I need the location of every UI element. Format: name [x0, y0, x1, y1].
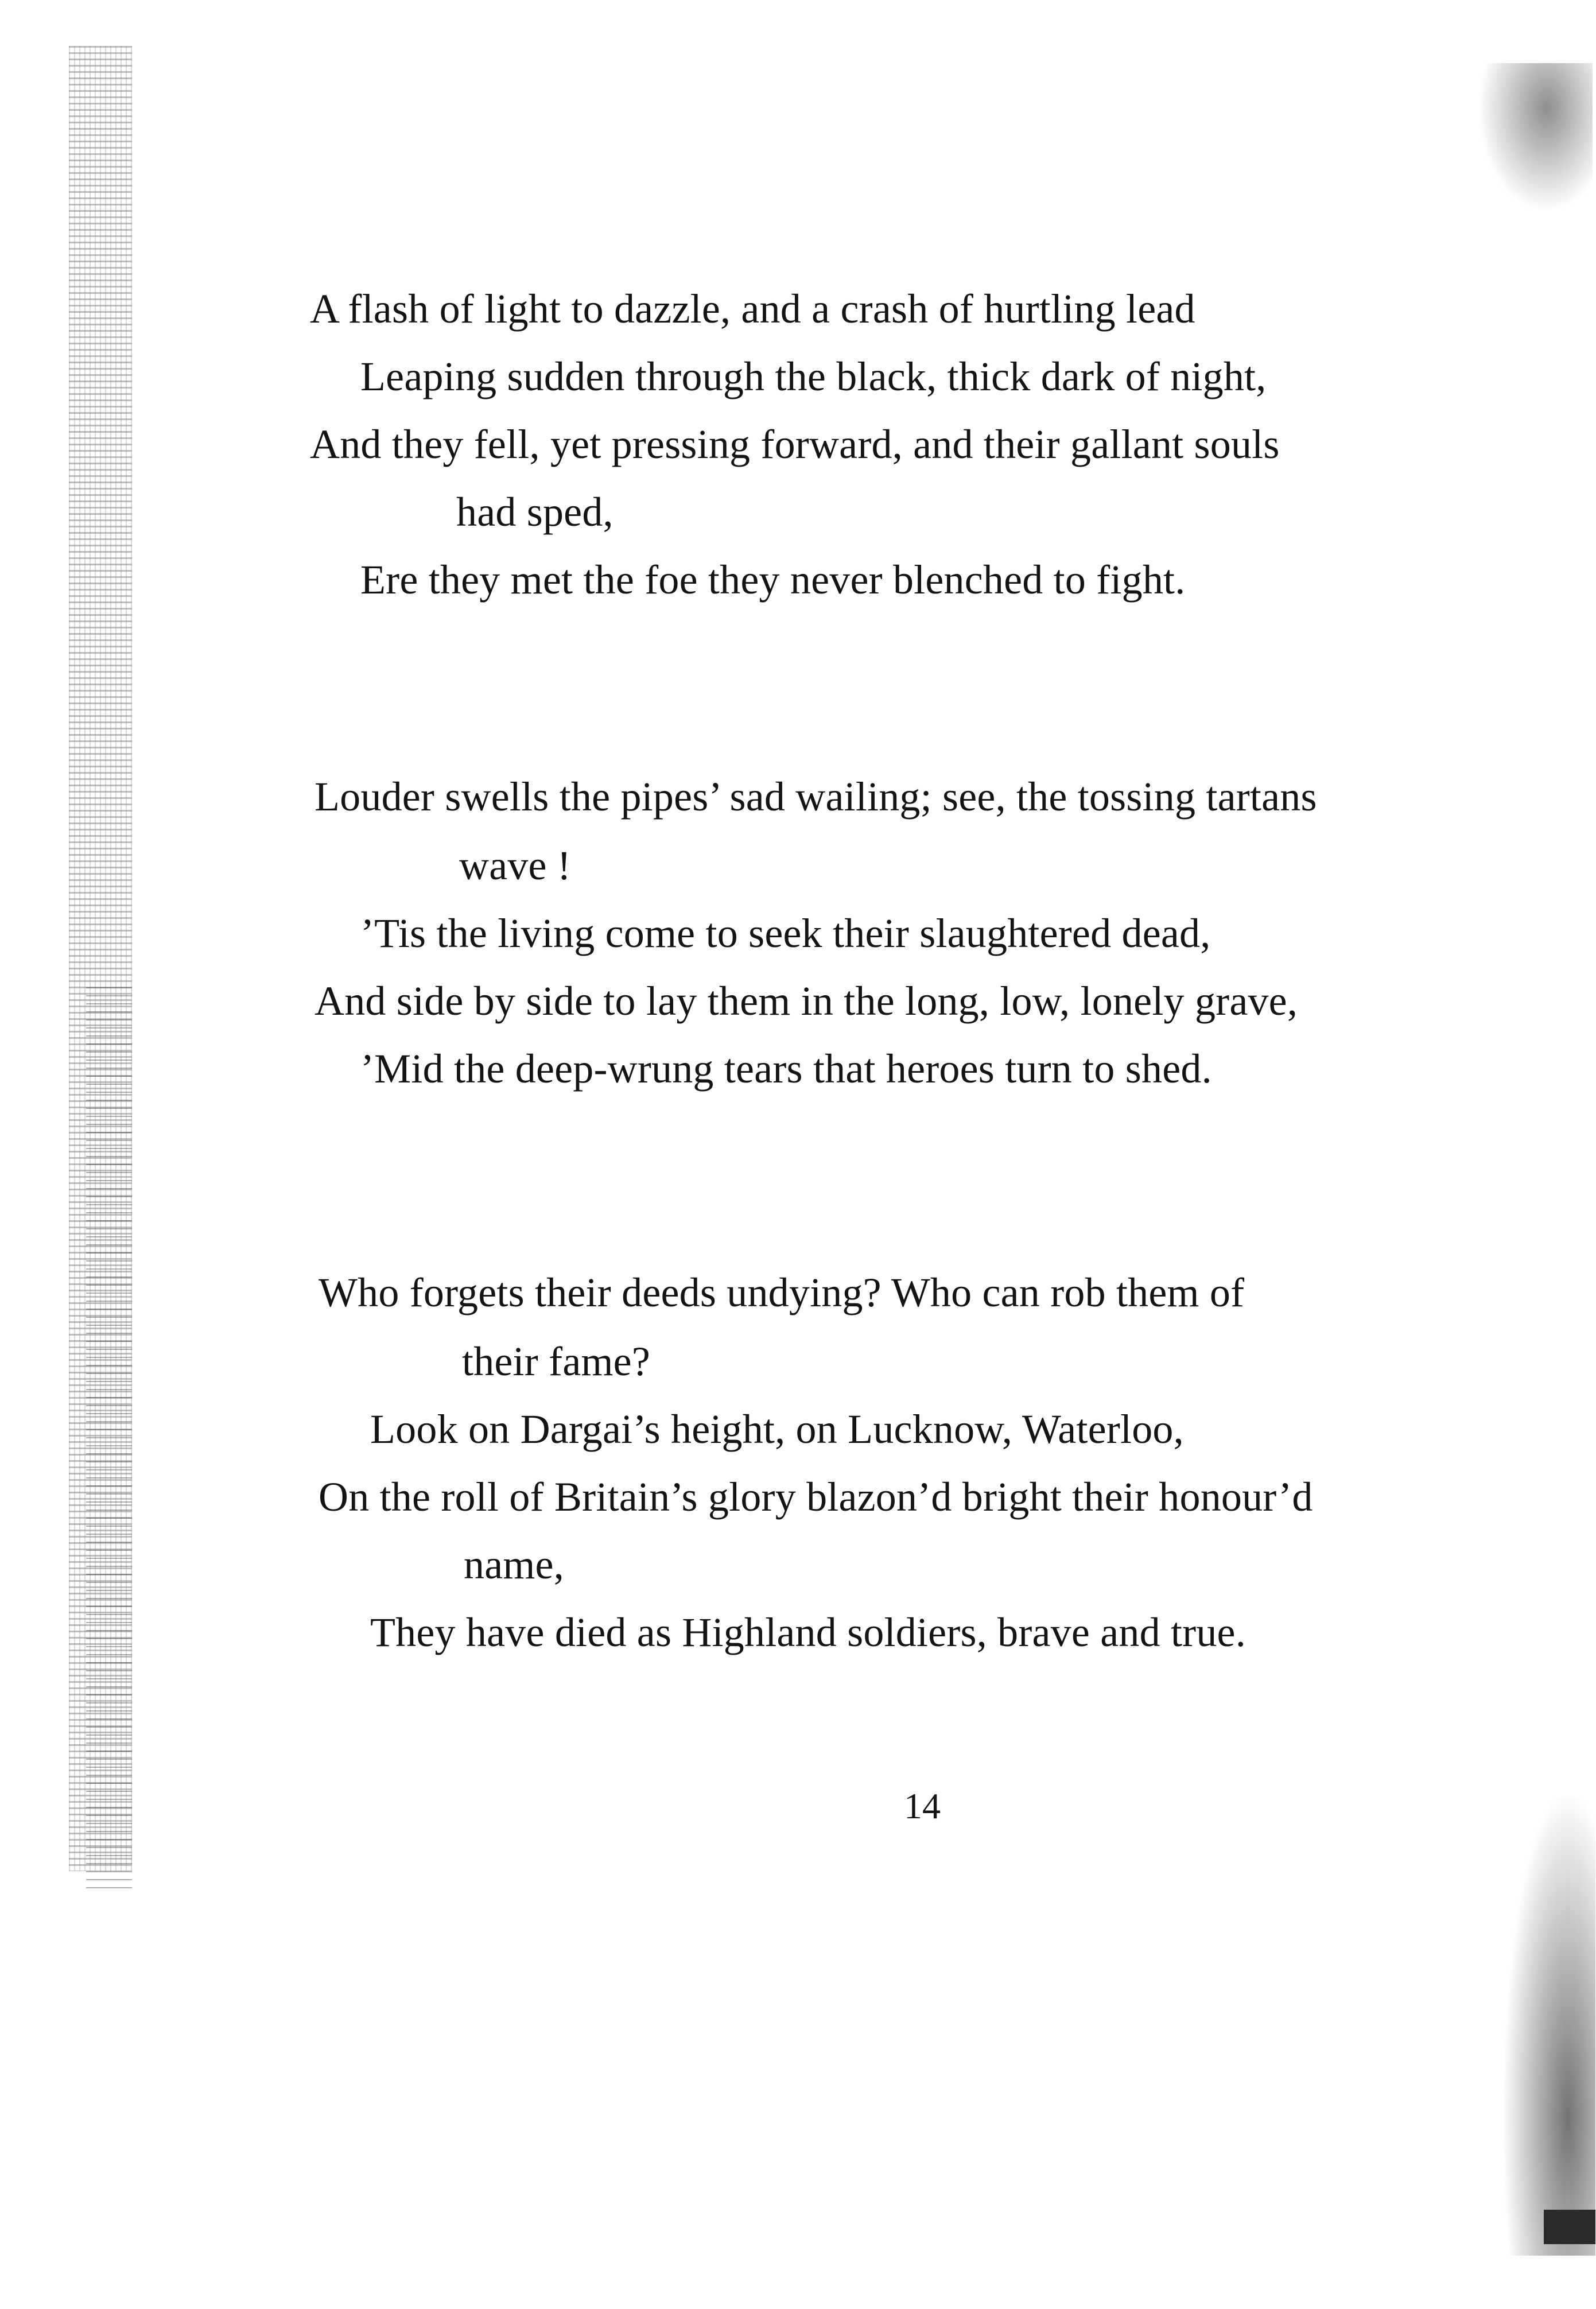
- verse-line: On the roll of Britain’s glory blazon’d bright their honour’d: [319, 1474, 1313, 1520]
- verse-line: And they fell, yet pressing forward, and their gallant souls: [310, 421, 1280, 467]
- scan-edge-right-top: [1478, 63, 1593, 212]
- scan-edge-left-lower: [86, 987, 132, 1894]
- verse-line: Ere they met the foe they never blenched to fight.: [360, 557, 1186, 603]
- verse-line: name,: [464, 1542, 564, 1588]
- verse-line: had sped,: [456, 489, 613, 535]
- verse-line: ’Mid the deep-wrung tears that heroes turn to shed.: [360, 1046, 1212, 1092]
- verse-line: ’Tis the living come to seek their slaughtered dead,: [360, 910, 1211, 956]
- verse-line: Louder swells the pipes’ sad wailing; see, the tossing tartans: [314, 774, 1317, 820]
- page-number: 14: [904, 1786, 941, 1826]
- scan-edge-right-bottom: [1504, 1796, 1595, 2256]
- verse-line: A flash of light to dazzle, and a crash of hurtling lead: [310, 286, 1195, 332]
- verse-line: And side by side to lay them in the long, low, lonely grave,: [314, 978, 1298, 1024]
- scan-edge-right-bar: [1544, 2210, 1595, 2244]
- verse-line: Look on Dargai’s height, on Lucknow, Waterloo,: [370, 1406, 1184, 1452]
- verse-line: wave !: [459, 843, 572, 888]
- verse-line: They have died as Highland soldiers, brave and true.: [370, 1609, 1246, 1655]
- verse-line: Who forgets their deeds undying? Who can rob them of: [319, 1270, 1245, 1315]
- verse-line: their fame?: [462, 1338, 650, 1384]
- verse-line: Leaping sudden through the black, thick dark of night,: [360, 354, 1267, 399]
